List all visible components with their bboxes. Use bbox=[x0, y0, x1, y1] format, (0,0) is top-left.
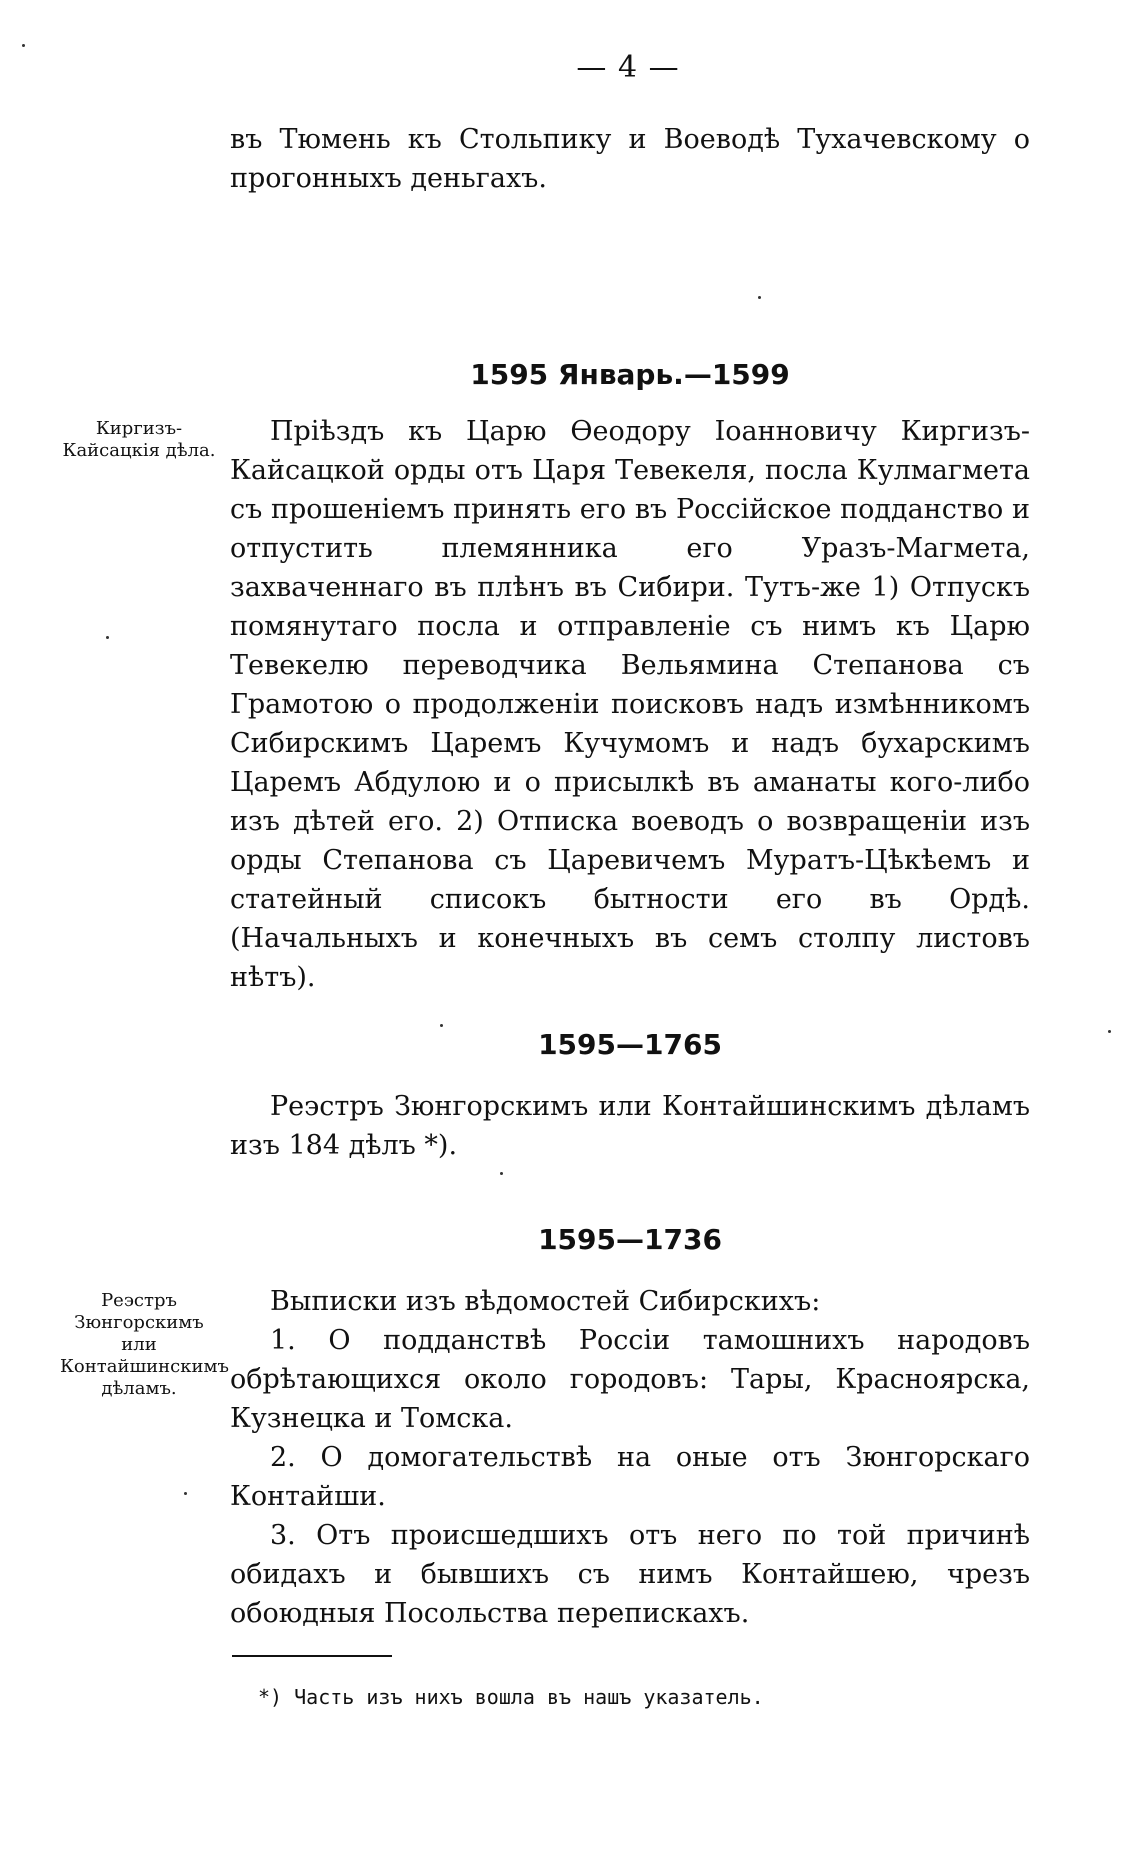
section-body-1595-1599 bbox=[230, 412, 1030, 997]
section-heading-1595-1765: 1595—1765 bbox=[538, 1028, 722, 1061]
footnote: *) Часть изъ нихъ вошла въ нашъ указатель. bbox=[258, 1685, 764, 1709]
section-list-item: 2. О домогательствѣ на оные отъ Зюнгорскаго Контайши. bbox=[230, 1442, 1030, 1512]
section-body-1595-1736 bbox=[230, 1282, 1030, 1633]
section-heading-1595-1599: 1595 Январь.—1599 bbox=[470, 358, 790, 391]
print-speck bbox=[758, 296, 761, 299]
section-body-1595-1765 bbox=[230, 1087, 1030, 1165]
margin-note-zungar: Реэстръ Зюнгорскимъ или Контайшинскимъ дѣламъ. bbox=[60, 1290, 229, 1399]
print-speck bbox=[500, 1172, 503, 1175]
print-speck bbox=[1108, 1030, 1111, 1033]
page-number: — 4 — bbox=[576, 50, 680, 85]
footnote-divider bbox=[232, 1655, 392, 1657]
section-paragraph: Реэстръ Зюнгорскимъ или Контайшинскимъ дѣламъ изъ 184 дѣлъ *). bbox=[230, 1091, 1030, 1161]
intro-paragraph: въ Тюмень къ Стольпику и Воеводѣ Тухачевскому о прогонныхъ деньгахъ. bbox=[230, 124, 1030, 194]
section-list-item: 3. Отъ происшедшихъ отъ него по той причинѣ обидахъ и бывшихъ съ нимъ Контайшею, чрезъ обоюдныя Посольства перепискахъ. bbox=[230, 1520, 1030, 1629]
print-speck bbox=[106, 636, 109, 639]
margin-note-kirgiz: Киргизъ-Кайсацкія дѣла. bbox=[62, 418, 216, 461]
section-paragraph: Выписки изъ вѣдомостей Сибирскихъ: bbox=[270, 1286, 821, 1317]
print-speck bbox=[22, 44, 25, 47]
intro-text-block bbox=[230, 120, 1030, 198]
section-list-item: 1. О подданствѣ Россіи тамошнихъ народовъ обрѣтающихся около городовъ: Тары, Красноярска, Кузнецка и Томска. bbox=[230, 1325, 1030, 1434]
section-heading-1595-1736: 1595—1736 bbox=[538, 1223, 722, 1256]
section-paragraph: Пріѣздъ къ Царю Ѳеодору Іоанновичу Киргизъ-Кайсацкой орды отъ Царя Тевекеля, посла Кулмагмета съ прошеніемъ принять его въ Россійское подданство и отпустить племянника его Уразъ-Магмета, захваченнаго въ плѣнъ въ Сибири. Тутъ-же 1) Отпускъ помянутаго посла и отправленіе съ нимъ къ Царю Тевекелю переводчика Вельямина Степанова съ Грамотою о продолженіи поисковъ надъ измѣнникомъ Сибирскимъ Царемъ Кучумомъ и надъ бухарскимъ Царемъ Абдулою и о присылкѣ въ аманаты кого-либо изъ дѣтей его. 2) Отписка воеводъ о возвращеніи изъ орды Степанова съ Царевичемъ Муратъ-Цѣкѣемъ и статейный списокъ бытности его въ Ордѣ. (Начальныхъ и конечныхъ въ семъ столпу листовъ нѣтъ). bbox=[230, 416, 1030, 993]
print-speck bbox=[440, 1024, 443, 1027]
print-speck bbox=[184, 1492, 187, 1495]
